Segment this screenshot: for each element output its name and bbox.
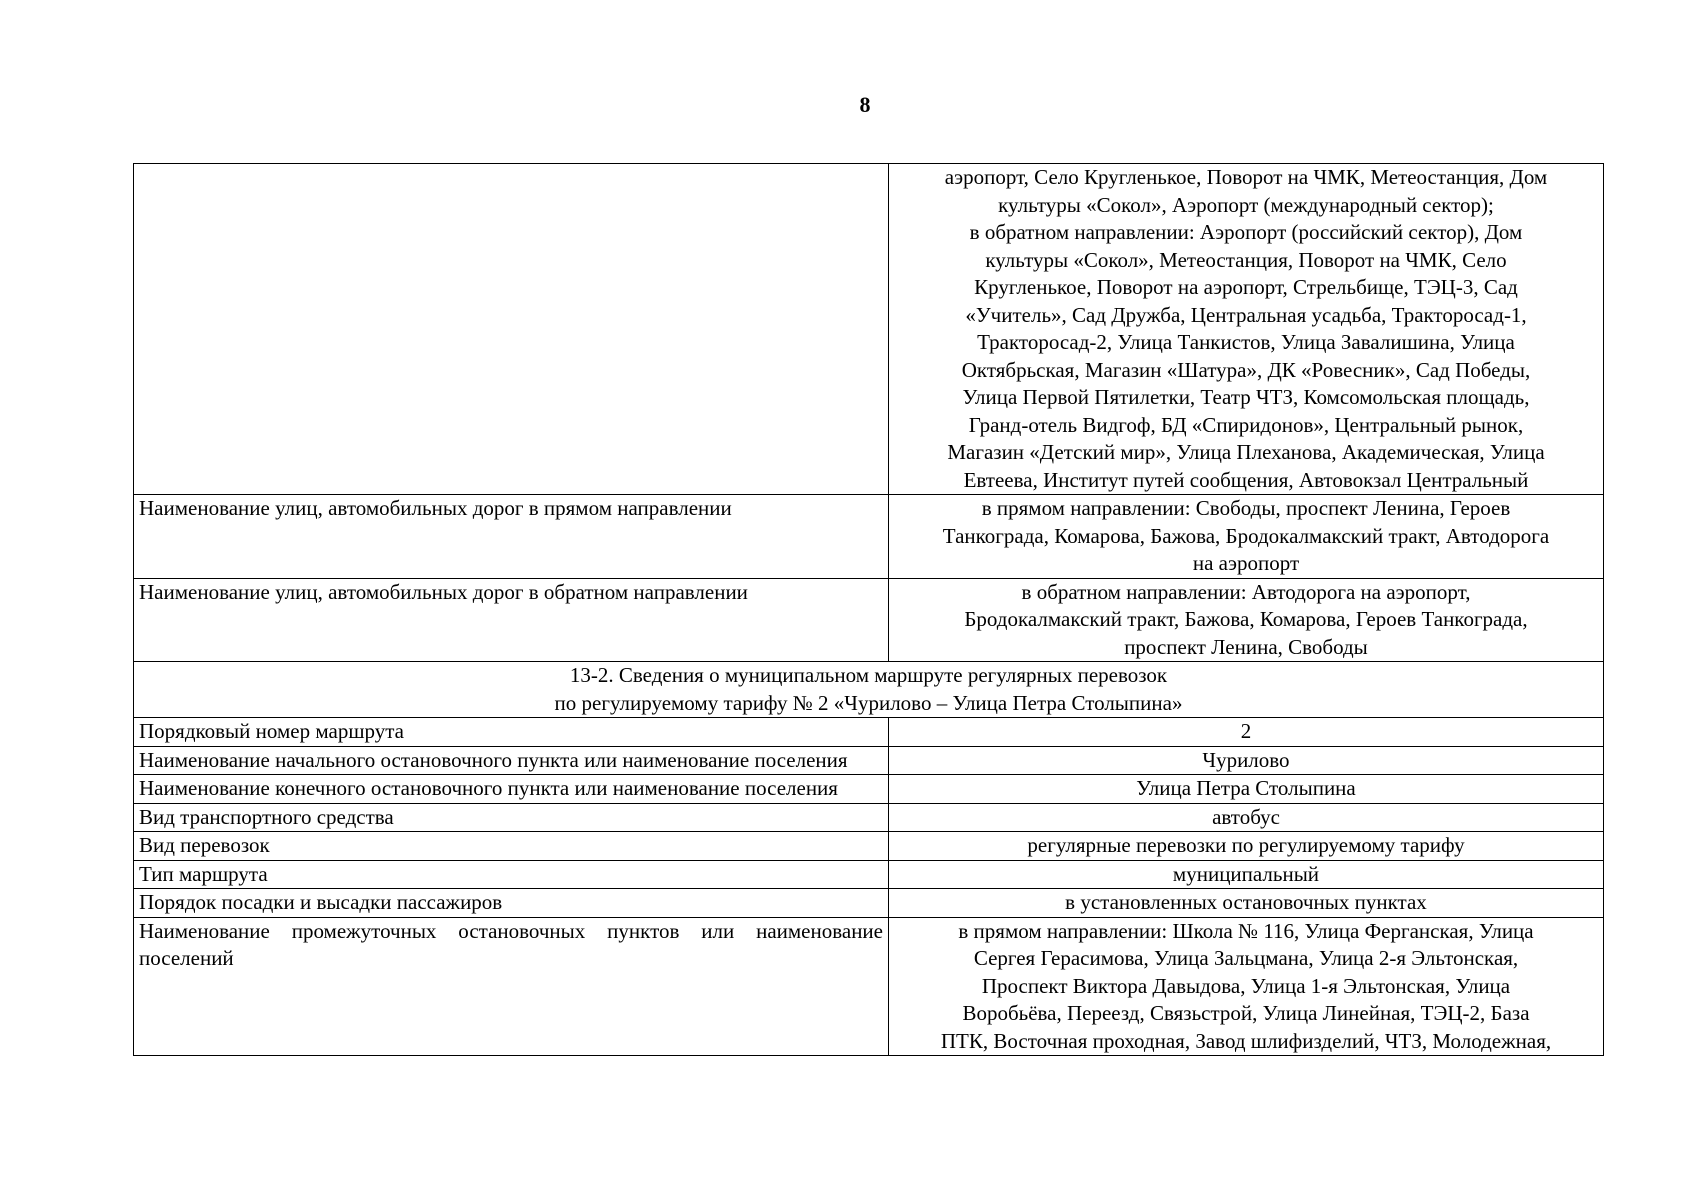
row-label: Наименование промежуточных остановочных пунктов или наименование поселений bbox=[134, 917, 889, 1056]
text-line: Евтеева, Институт путей сообщения, Автовокзал Центральный bbox=[963, 467, 1529, 492]
text-line: культуры «Сокол», Аэропорт (международный сектор); bbox=[998, 192, 1494, 217]
row-value: 2 bbox=[889, 718, 1604, 747]
text-line: на аэропорт bbox=[1192, 551, 1300, 575]
row-label: Вид перевозок bbox=[134, 832, 889, 861]
intermediate-stops bbox=[889, 917, 1604, 1056]
row-value: Чурилово bbox=[889, 746, 1604, 775]
section-title-line: по регулируемому тарифу № 2 «Чурилово – Улица Петра Столыпина» bbox=[554, 690, 1183, 715]
row-label: Наименование конечного остановочного пункта или наименование поселения bbox=[134, 775, 889, 804]
section-title-line: 13-2. Сведения о муниципальном маршруте регулярных перевозок bbox=[569, 663, 1168, 687]
intermediate-stops-continued bbox=[889, 164, 1604, 495]
row-label-empty bbox=[134, 164, 889, 495]
table-row bbox=[134, 917, 1604, 1056]
table-row bbox=[134, 889, 1604, 918]
text-line: ПТК, Восточная проходная, Завод шлифизделий, ЧТЗ, Молодежная, bbox=[940, 1028, 1552, 1053]
row-label: Порядковый номер маршрута bbox=[134, 718, 889, 747]
table-row bbox=[134, 495, 1604, 579]
text-line: Гранд-отель Видгоф, БД «Спиридонов», Центральный рынок, bbox=[968, 412, 1524, 437]
row-value: в установленных остановочных пунктах bbox=[889, 889, 1604, 918]
text-line: «Учитель», Сад Дружба, Центральная усадьба, Тракторосад-1, bbox=[965, 302, 1527, 327]
row-value: автобус bbox=[889, 803, 1604, 832]
text-line: Танкограда, Комарова, Бажова, Бродокалмакский тракт, Автодорога bbox=[942, 523, 1550, 548]
row-value: муниципальный bbox=[889, 860, 1604, 889]
page-number: 8 bbox=[859, 92, 871, 117]
row-value: регулярные перевозки по регулируемому тарифу bbox=[889, 832, 1604, 861]
table-row bbox=[134, 860, 1604, 889]
text-line: в обратном направлении: Автодорога на аэропорт, bbox=[1021, 579, 1471, 604]
row-label: Вид транспортного средства bbox=[134, 803, 889, 832]
table-row bbox=[134, 775, 1604, 804]
table-row bbox=[134, 746, 1604, 775]
text-line: Сергея Герасимова, Улица Зальцмана, Улица 2-я Эльтонская, bbox=[973, 946, 1519, 970]
text-line: Проспект Виктора Давыдова, Улица 1-я Эльтонская, Улица bbox=[981, 973, 1511, 998]
text-line: Воробьёва, Переезд, Связьстрой, Улица Линейная, ТЭЦ-2, База bbox=[962, 1001, 1530, 1025]
text-line: в обратном направлении: Аэропорт (российский сектор), Дом bbox=[969, 220, 1523, 244]
table-row bbox=[134, 803, 1604, 832]
route-info-table bbox=[133, 163, 1604, 1056]
row-value: Улица Петра Столыпина bbox=[889, 775, 1604, 804]
text-line: Магазин «Детский мир», Улица Плеханова, Академическая, Улица bbox=[947, 440, 1545, 464]
row-label: Наименование улиц, автомобильных дорог в обратном направлении bbox=[134, 578, 889, 662]
text-line: в прямом направлении: Школа № 116, Улица Ферганская, Улица bbox=[958, 918, 1534, 943]
text-line: аэропорт, Село Кругленькое, Поворот на ЧМК, Метеостанция, Дом bbox=[944, 165, 1548, 189]
text-line: Кругленькое, Поворот на аэропорт, Стрельбище, ТЭЦ-3, Сад bbox=[974, 275, 1518, 299]
row-label: Наименование улиц, автомобильных дорог в прямом направлении bbox=[134, 495, 889, 579]
row-value bbox=[889, 495, 1604, 579]
row-value bbox=[889, 578, 1604, 662]
text-line: в прямом направлении: Свободы, проспект Ленина, Героев bbox=[981, 496, 1511, 520]
table-row bbox=[134, 164, 1604, 495]
text-line: проспект Ленина, Свободы bbox=[1124, 634, 1368, 659]
text-line: Улица Первой Пятилетки, Театр ЧТЗ, Комсомольская площадь, bbox=[962, 385, 1530, 409]
table-row bbox=[134, 832, 1604, 861]
text-line: Бродокалмакский тракт, Бажова, Комарова, Героев Танкограда, bbox=[964, 607, 1528, 631]
table-row bbox=[134, 718, 1604, 747]
row-label: Наименование начального остановочного пункта или наименование поселения bbox=[134, 746, 889, 775]
row-label: Порядок посадки и высадки пассажиров bbox=[134, 889, 889, 918]
section-header-row bbox=[134, 662, 1604, 718]
row-label: Тип маршрута bbox=[134, 860, 889, 889]
table-row bbox=[134, 578, 1604, 662]
text-line: культуры «Сокол», Метеостанция, Поворот на ЧМК, Село bbox=[985, 247, 1507, 272]
text-line: Октябрьская, Магазин «Шатура», ДК «Ровесник», Сад Победы, bbox=[961, 357, 1531, 382]
text-line: Тракторосад-2, Улица Танкистов, Улица Завалишина, Улица bbox=[977, 330, 1515, 354]
section-title bbox=[134, 662, 1604, 718]
